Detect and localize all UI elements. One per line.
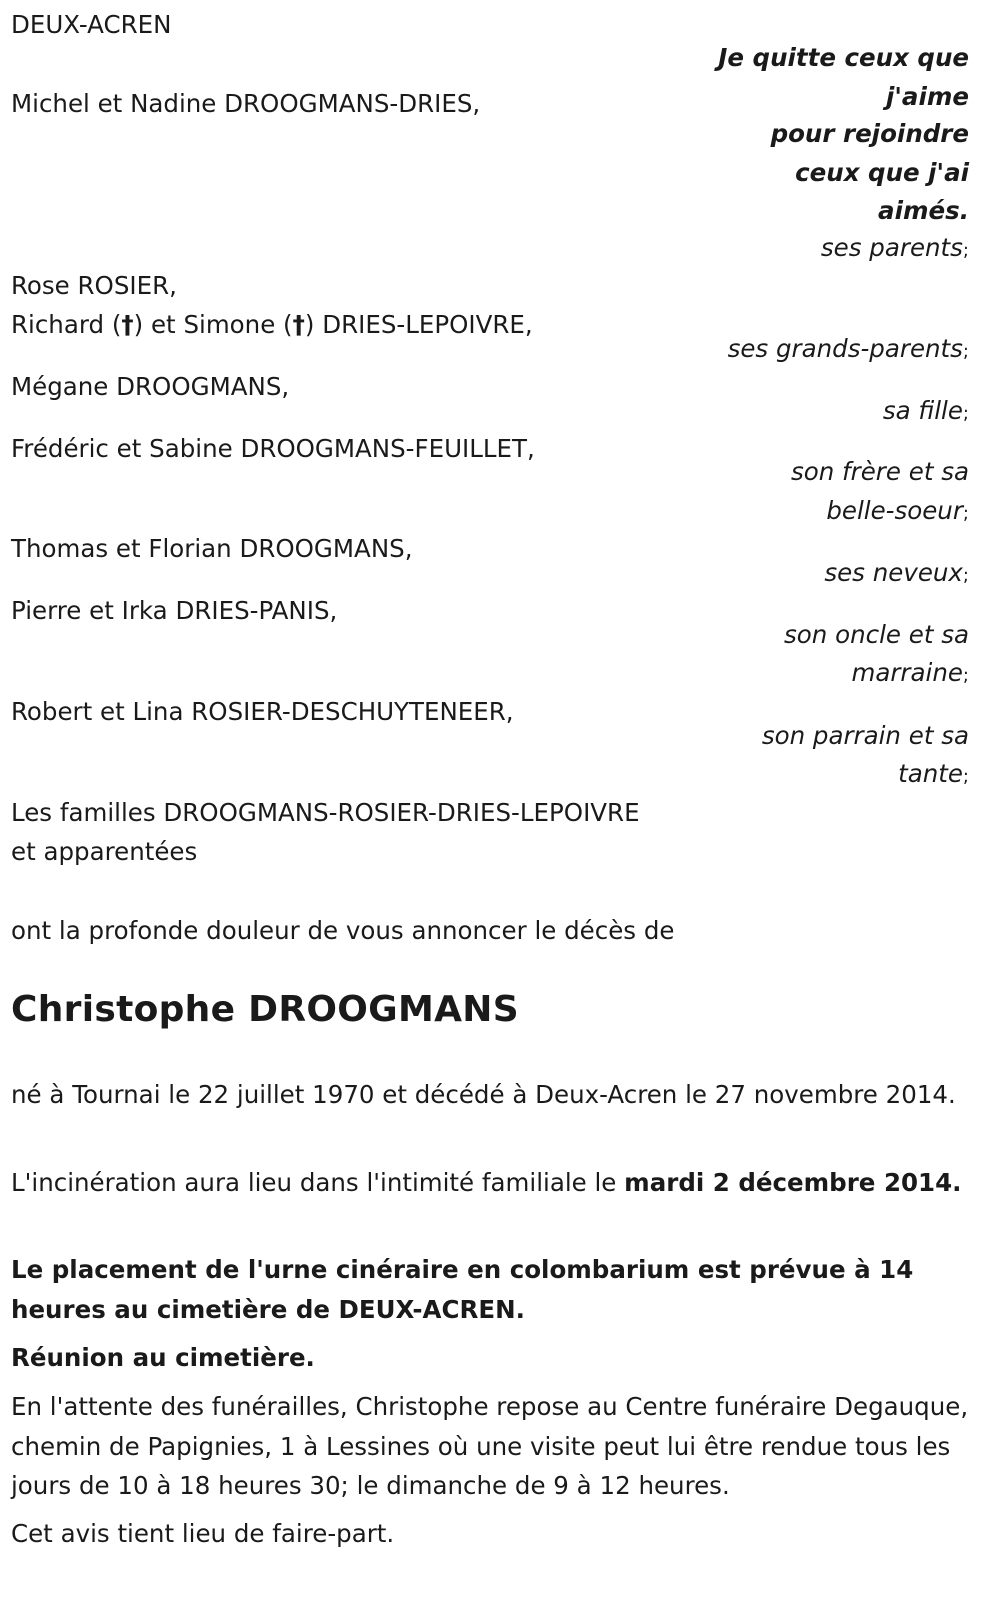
family-entry-relatives: et apparentées: [11, 837, 198, 866]
relation-brother-line-2: belle-soeur;: [826, 496, 969, 525]
dagger-icon: †: [292, 310, 305, 339]
deceased-name: Christophe DROOGMANS: [11, 989, 519, 1030]
quote-line-4: ceux que j'ai: [795, 158, 969, 187]
family-entry-nephews: Thomas et Florian DROOGMANS,: [11, 534, 413, 563]
family-entry-godfather: Robert et Lina ROSIER-DESCHUYTENEER,: [11, 697, 514, 726]
relation-uncle-line-1: son oncle et sa: [784, 620, 969, 649]
quote-line-3: pour rejoindre: [770, 119, 969, 148]
notice-paragraph: Cet avis tient lieu de faire-part.: [11, 1519, 395, 1548]
cremation-paragraph: [11, 1163, 981, 1203]
family-entry-parents: Michel et Nadine DROOGMANS-DRIES,: [11, 89, 481, 118]
announcement-text: ont la profonde douleur de vous annoncer le décès de: [11, 916, 675, 945]
quote-line-1: Je quitte ceux que: [718, 43, 969, 72]
cremation-date: mardi 2 décembre 2014.: [624, 1168, 962, 1197]
relation-parents: ses parents;: [820, 233, 969, 262]
family-entry-uncle: Pierre et Irka DRIES-PANIS,: [11, 596, 338, 625]
relation-brother-line-1: son frère et sa: [790, 457, 969, 486]
family-entry-grandmother: Rose ROSIER,: [11, 271, 177, 300]
meeting-paragraph: Réunion au cimetière.: [11, 1343, 315, 1372]
family-entry-brother: Frédéric et Sabine DROOGMANS-FEUILLET,: [11, 434, 535, 463]
relation-godfather-line-2: tante;: [898, 759, 969, 788]
quote-line-5: aimés.: [878, 196, 969, 225]
dries-text-2: ) et Simone (: [133, 310, 293, 339]
family-entry-families: Les familles DROOGMANS-ROSIER-DRIES-LEPOIVRE: [11, 798, 640, 827]
relation-uncle-line-2: marraine;: [851, 658, 969, 687]
family-entry-grandparents-dries: [11, 305, 533, 345]
urn-paragraph: Le placement de l'urne cinéraire en colombarium est prévue à 14 heures au cimetière de DEUX-ACREN.: [11, 1255, 914, 1324]
cremation-text: L'incinération aura lieu dans l'intimité familiale le: [11, 1168, 625, 1197]
relation-nephews: ses neveux;: [824, 558, 969, 587]
family-entry-daughter: Mégane DROOGMANS,: [11, 372, 290, 401]
relation-daughter: sa fille;: [882, 396, 969, 425]
funeral-home-paragraph: En l'attente des funérailles, Christophe repose au Centre funéraire Degauque, chemin de Papignies, 1 à Lessines où une visite peut lui être rendue tous les jours de 10 à 18 heures 30; le dimanche de 9 à 12 heures.: [11, 1392, 969, 1500]
relation-grandparents: ses grands-parents;: [727, 334, 969, 363]
dries-text-1: Richard (: [11, 310, 122, 339]
birth-death-paragraph: né à Tournai le 22 juillet 1970 et décédé à Deux-Acren le 27 novembre 2014.: [11, 1080, 956, 1109]
location-heading: DEUX-ACREN: [11, 10, 172, 39]
dries-text-3: ) DRIES-LEPOIVRE,: [304, 310, 533, 339]
quote-line-2: j'aime: [886, 82, 969, 111]
dagger-icon: †: [121, 310, 134, 339]
relation-godfather-line-1: son parrain et sa: [761, 721, 969, 750]
